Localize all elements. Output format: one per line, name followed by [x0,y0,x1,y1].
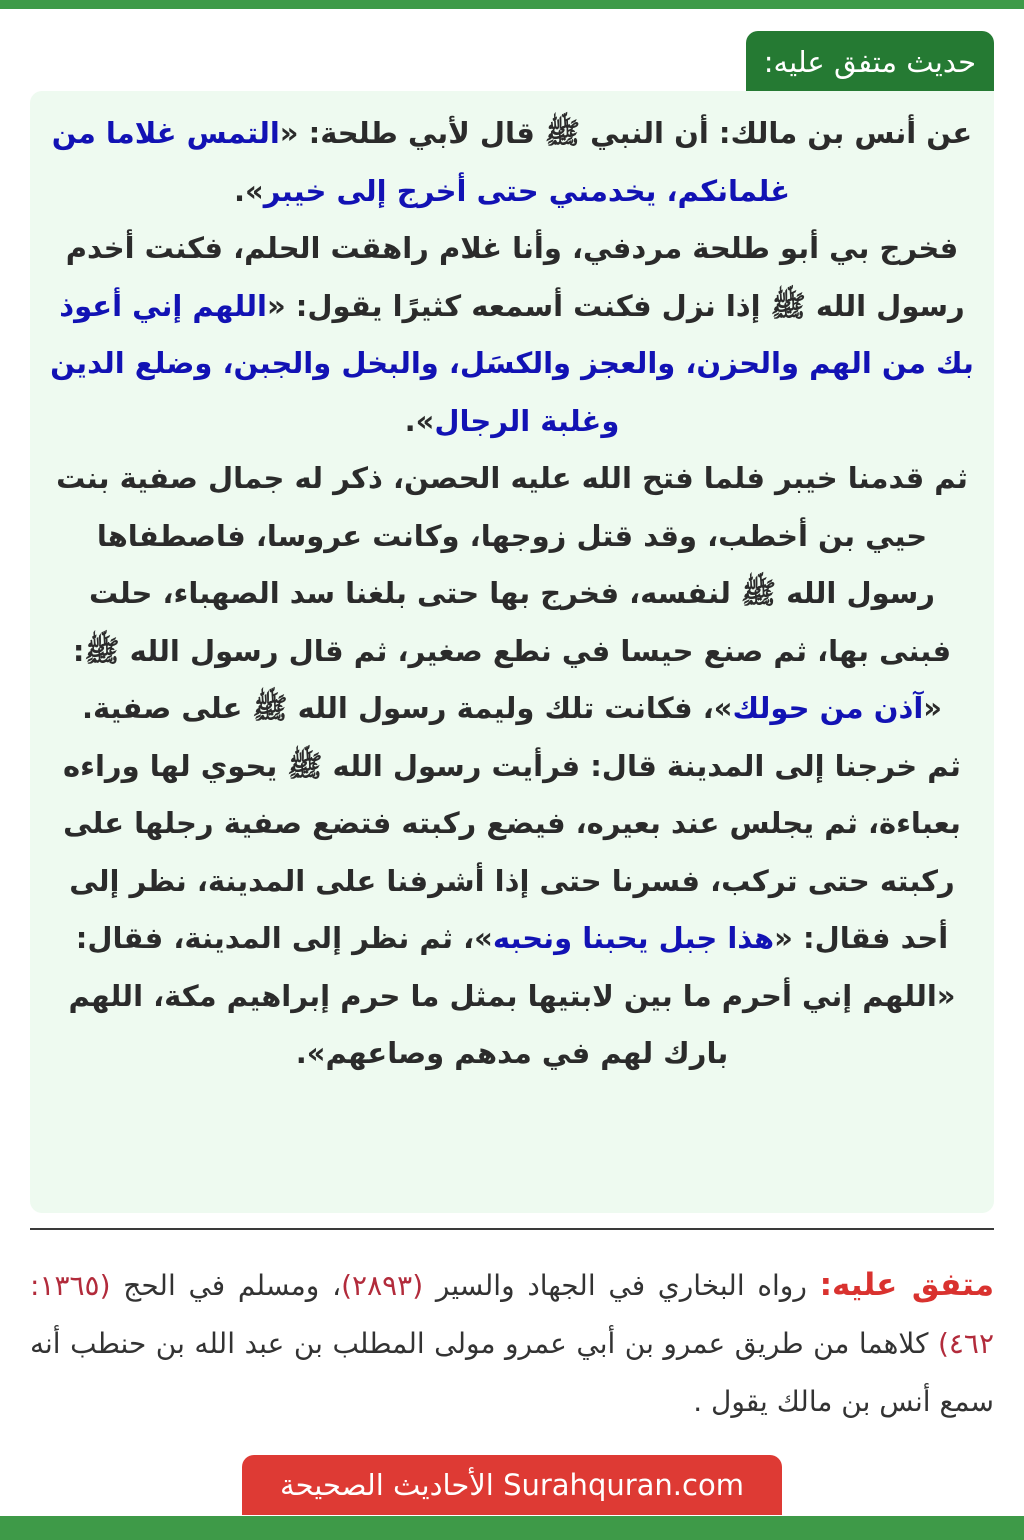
narration-text: »، ثم نظر إلى المدينة، فقال: «اللهم إني أحرم ما بين لابتيها بمثل ما حرم إبراهيم مكة، اللهم بارك لهم في مدهم وصاعهم». [68,921,956,1070]
source-text-1: رواه البخاري في الجهاد والسير [423,1269,820,1302]
source-number-bukhari: (٢٨٩٣) [341,1269,424,1302]
narration-text: ثم قدمنا خيبر فلما فتح الله عليه الحصن، ذكر له جمال صفية بنت حيي بن أخطب، وقد قتل زوجها، وكانت عروسا، فاصطفاها رسول الله ﷺ لنفسه، فخرج بها حتى بلغنا سد الصهباء، حلت فبنى بها، ثم صنع حيسا في نطع صغير، ثم قال رسول الله ﷺ: « [56,461,968,725]
source-number-muslim: (١٣٦٥: ٤٦٢) [30,1269,994,1360]
source-text-2: ، ومسلم في الحج [110,1269,342,1302]
narration-text: »، فكانت تلك وليمة رسول الله ﷺ على صفية. [81,691,733,725]
narration-text: ثم خرجنا إلى المدينة قال: فرأيت رسول الله ﷺ يحوي لها وراءه بعباءة، ثم يجلس عند بعيره، فيضع ركبته فتضع صفية رجلها على ركبته حتى تركب، فسرنا حتى إذا أشرفنا على المدينة، نظر إلى أحد فقال: « [63,748,961,955]
prophetic-quote: التمس غلاما من غلمانكم، يخدمني حتى أخرج إلى خيبر [51,116,791,208]
site-footer-badge[interactable]: الأحاديث الصحيحة Surahquran.com [242,1455,782,1515]
source-citation [30,1256,994,1431]
prophetic-quote: هذا جبل يحبنا ونحبه [492,921,775,955]
prophetic-quote: اللهم إني أعوذ بك من الهم والحزن، والعجز والكسَل، والبخل والجبن، وضلع الدين وغلبة الرجال [50,288,974,438]
hadith-paragraph [50,450,974,738]
source-text-3: كلاهما من طريق عمرو بن أبي عمرو مولى المطلب بن عبد الله بن حنطب أنه سمع أنس بن مالك يقول . [30,1327,994,1418]
top-accent-bar [0,0,1024,9]
hadith-type-title: حديث متفق عليه: [746,31,994,91]
narration-text: فخرج بي أبو طلحة مردفي، وأنا غلام راهقت الحلم، فكنت أخدم رسول الله ﷺ إذا نزل فكنت أسمعه كثيرًا يقول: « [65,231,965,323]
section-divider [30,1228,994,1230]
bottom-accent-bar [0,1516,1024,1540]
prophetic-quote: آذن من حولك [732,691,924,725]
hadith-paragraph [50,220,974,450]
hadith-paragraph [50,738,974,1083]
narration-text: ». [233,173,264,208]
narration-text: عن أنس بن مالك: أن النبي ﷺ قال لأبي طلحة: « [279,116,973,150]
narration-text: ». [404,403,435,438]
hadith-text-box [30,91,994,1213]
hadith-paragraph [50,105,974,220]
source-label: متفق عليه: [819,1267,995,1303]
